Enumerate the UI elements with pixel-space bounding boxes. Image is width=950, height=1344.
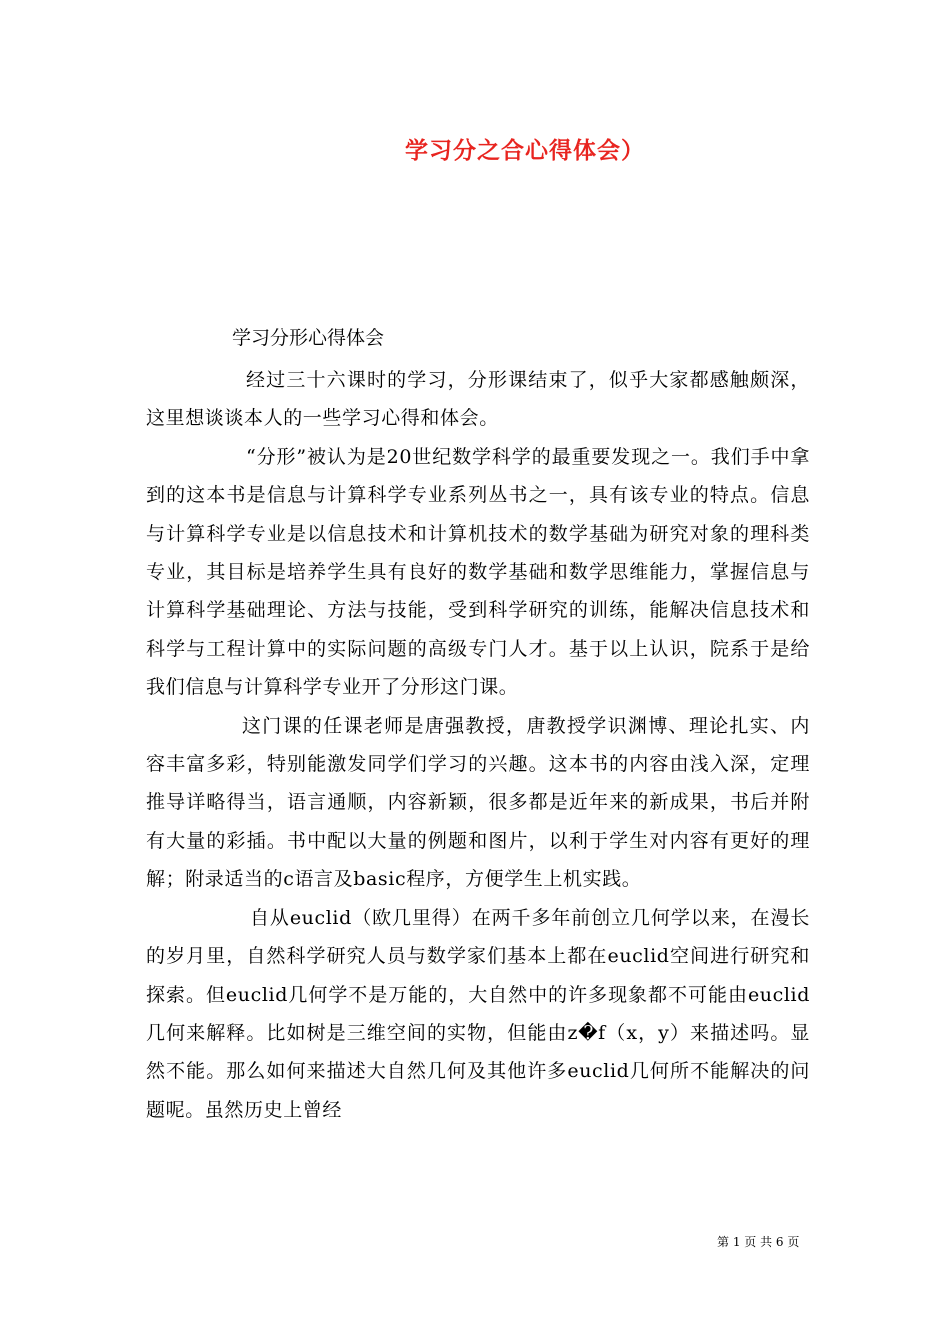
- paragraph-1: 经过三十六课时的学习，分形课结束了，似乎大家都感触颇深，这里想谈谈本人的一些学习心得和体会。: [146, 369, 810, 430]
- paragraph-2: “分形”被认为是20世纪数学科学的最重要发现之一。我们手中拿到的这本书是信息与计算科学专业系列丛书之一，具有该专业的特点。信息与计算科学专业是以信息技术和计算机技术的数学基础为研究对象的理科类专业，其目标是培养学生具有良好的数学基础和数学思维能力，掌握信息与计算科学基础理论、方法与技能，受到科学研究的训练，能解决信息技术和科学与工程计算中的实际问题的高级专门人才。基于以上认识，院系于是给我们信息与计算科学专业开了分形这门课。: [146, 445, 810, 699]
- paragraph-4: 自从euclid（欧几里得）在两千多年前创立几何学以来，在漫长的岁月里，自然科学研究人员与数学家们基本上都在euclid空间进行研究和探索。但euclid几何学不是万能的，大自然中的许多现象都不可能由euclid几何来解释。比如树是三维空间的实物，但能由z�f（x，y）来描述吗。显然不能。那么如何来描述大自然几何及其他许多euclid几何所不能解决的问题呢。虽然历史上曾经: [146, 906, 810, 1121]
- document-subtitle: 学习分形心得体会: [232, 327, 385, 349]
- paragraph-3: 这门课的任课老师是唐强教授，唐教授学识渊博、理论扎实、内容丰富多彩，特别能激发同学们学习的兴趣。这本书的内容由浅入深，定理推导详略得当，语言通顺，内容新颖，很多都是近年来的新成果，书后并附有大量的彩插。书中配以大量的例题和图片，以利于学生对内容有更好的理解；附录适当的c语言及basic程序，方便学生上机实践。: [146, 714, 810, 891]
- document-title: 学习分之合心得体会）: [405, 138, 645, 164]
- document-body: [146, 361, 810, 1129]
- page-footer: 第 1 页 共 6 页: [717, 1235, 800, 1249]
